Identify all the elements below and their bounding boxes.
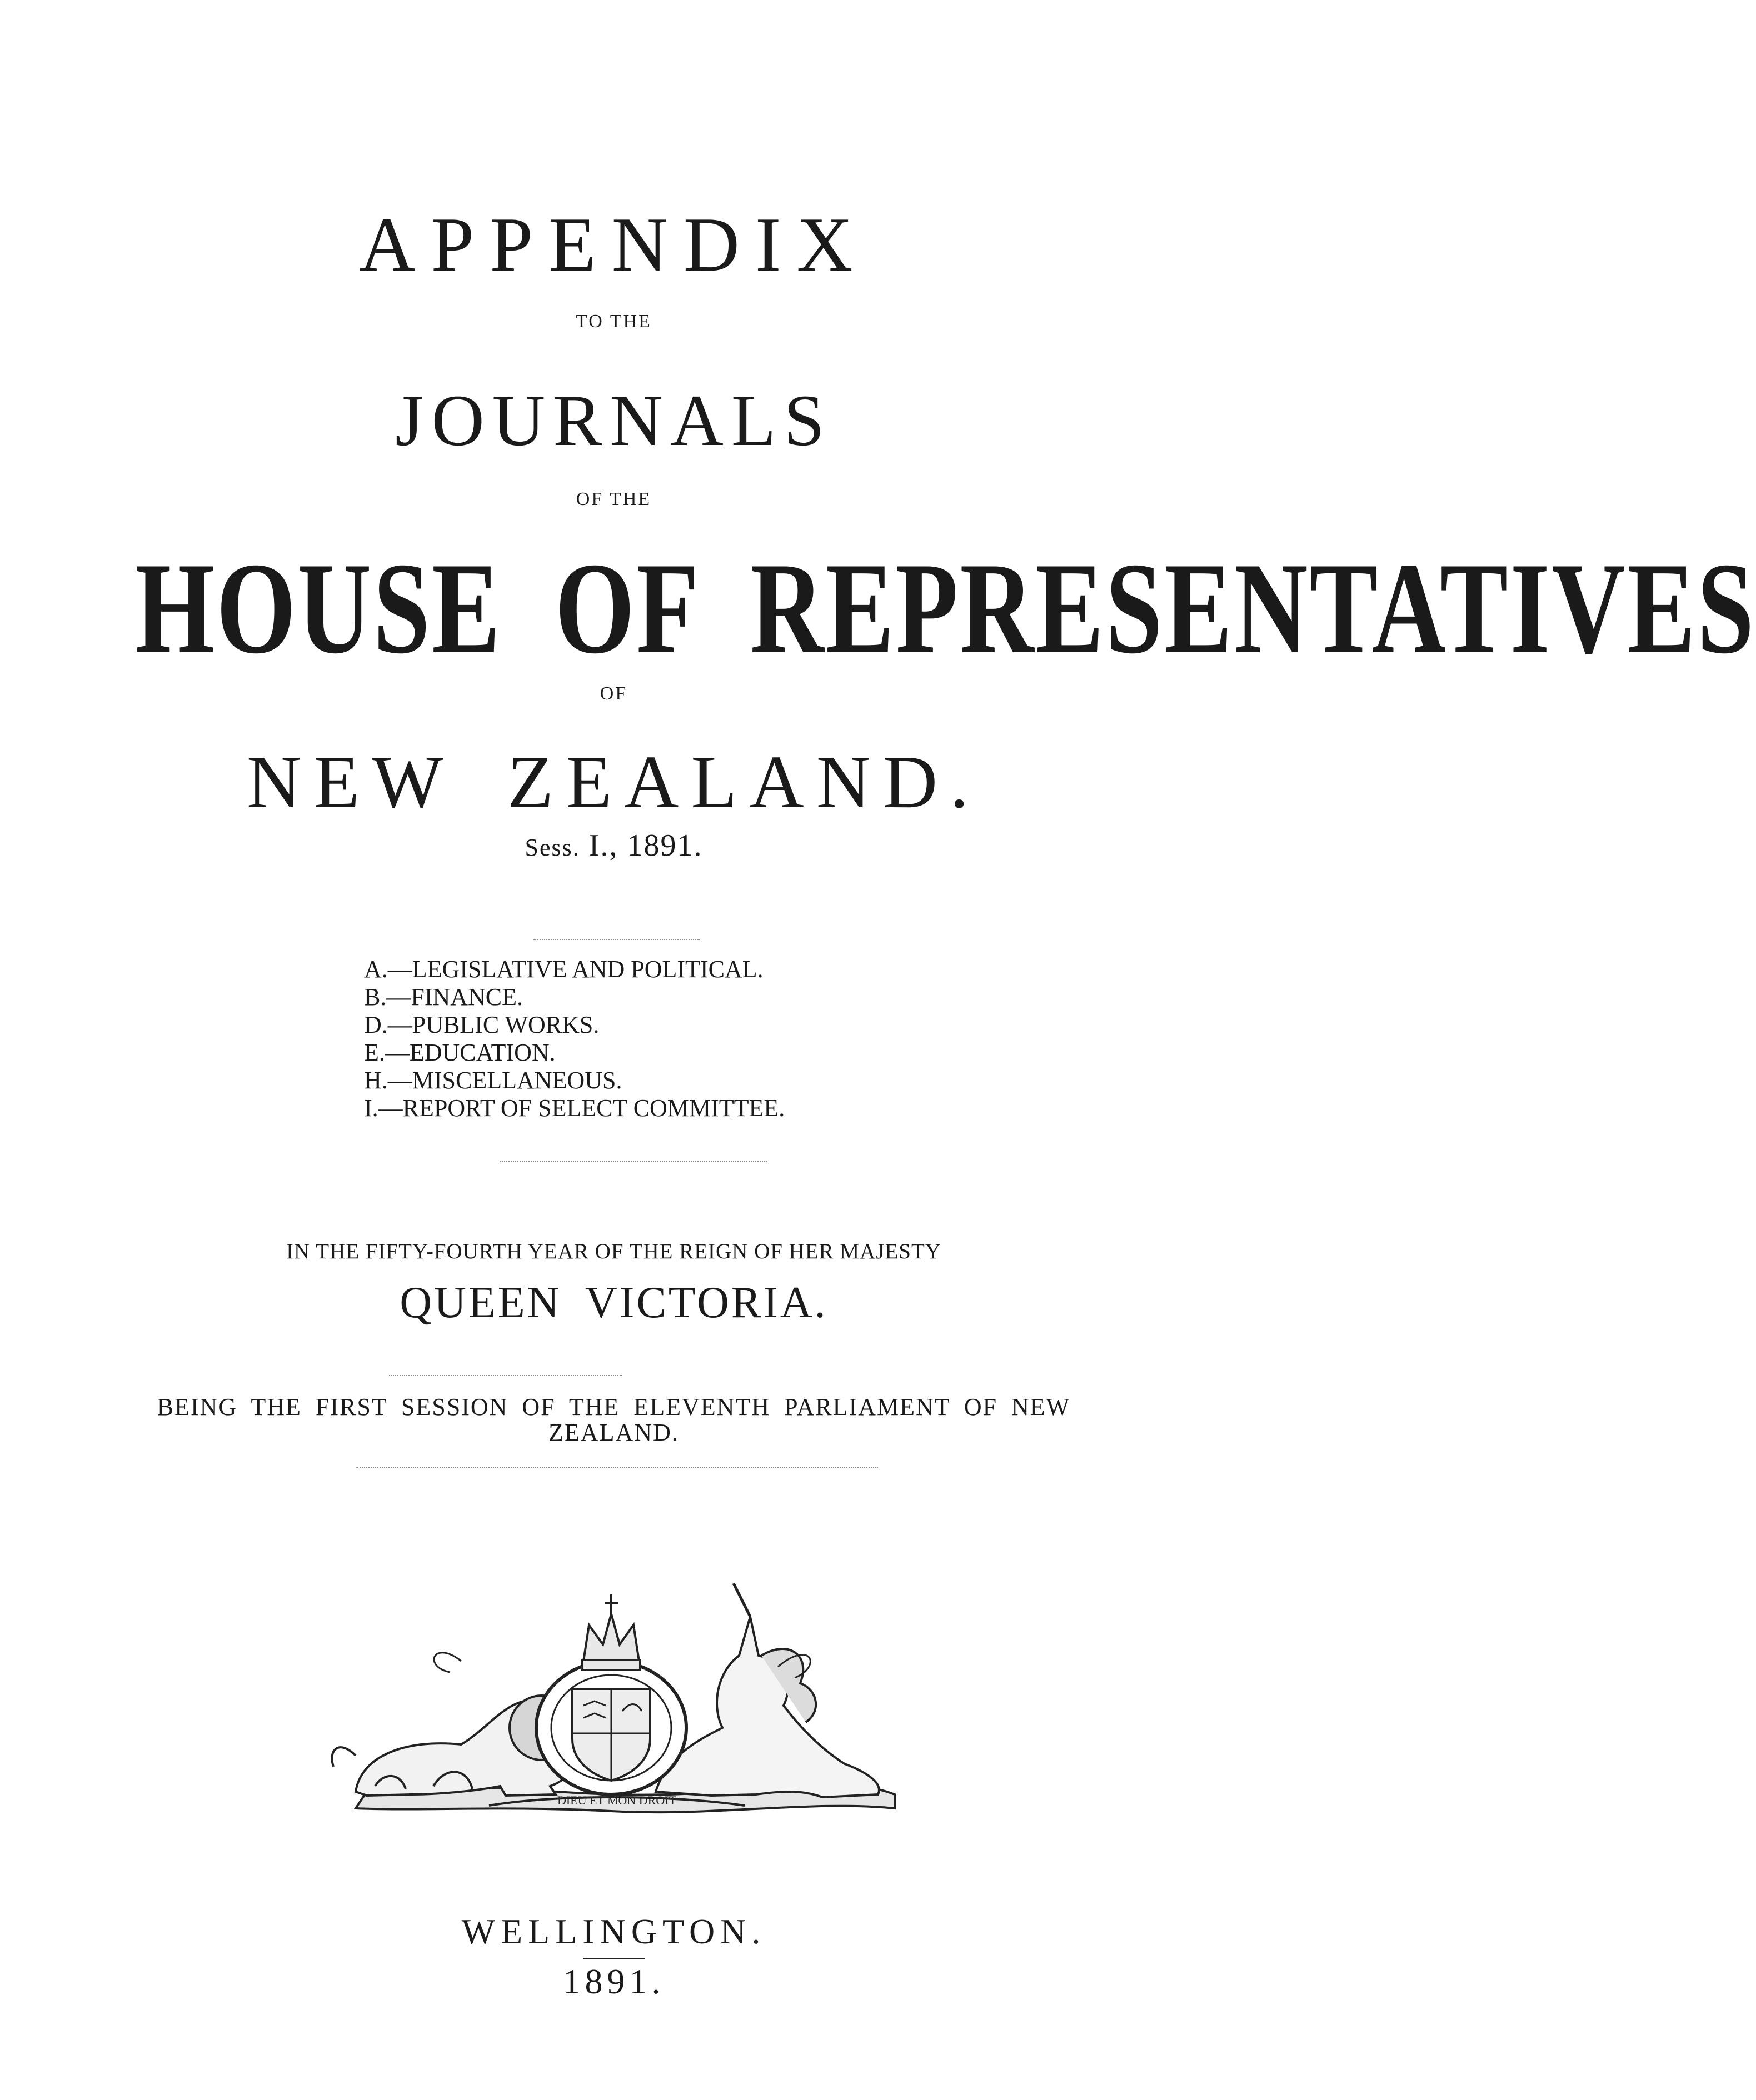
parliament-line-2: ZEALAND. (548, 1419, 679, 1446)
reign-line: IN THE FIFTY-FOURTH YEAR OF THE REIGN OF HER MAJESTY (286, 1239, 941, 1263)
session-line (0, 828, 1228, 863)
divider-top (533, 939, 700, 940)
contents-item: H.—MISCELLANEOUS. (364, 1067, 622, 1094)
royal-coat-of-arms-icon (322, 1572, 906, 1817)
contents-item: D.—PUBLIC WORKS. (364, 1011, 600, 1038)
contents-item: B.—FINANCE. (364, 983, 523, 1011)
journals-heading: JOURNALS (395, 379, 832, 461)
monarch-name: QUEEN VICTORIA. (400, 1278, 828, 1327)
imprint-place: WELLINGTON. (461, 1912, 766, 1951)
session-rest: I., 1891. (580, 828, 703, 863)
parliament-line-1: BEING THE FIRST SESSION OF THE ELEVENTH PARLIAMENT OF NEW (157, 1393, 1071, 1421)
contents-item: E.—EDUCATION. (364, 1039, 556, 1066)
appendix-heading: APPENDIX (359, 202, 869, 288)
imprint-year: 1891. (562, 1962, 665, 2001)
to-the-text: TO THE (576, 311, 652, 332)
divider-bottom (356, 1467, 878, 1468)
contents-list (364, 956, 785, 1122)
year-rule (583, 1958, 645, 1959)
crest-motto: DIEU ET MON DROIT (557, 1793, 677, 1807)
crown-icon (582, 1594, 640, 1670)
contents-item: A.—LEGISLATIVE AND POLITICAL. (364, 956, 764, 983)
divider-middle (500, 1161, 767, 1162)
unicorn-icon (656, 1583, 879, 1797)
divider-lower (389, 1375, 622, 1376)
shield-icon (536, 1661, 686, 1794)
of-the-text: OF THE (576, 489, 652, 509)
house-heading: HOUSE OF REPRESENTATIVES (134, 536, 1756, 681)
country-heading: NEW ZEALAND. (246, 741, 981, 824)
session-prefix: Sess. (525, 834, 580, 861)
of-text: OF (600, 683, 628, 704)
contents-item: I.—REPORT OF SELECT COMMITTEE. (364, 1094, 785, 1122)
